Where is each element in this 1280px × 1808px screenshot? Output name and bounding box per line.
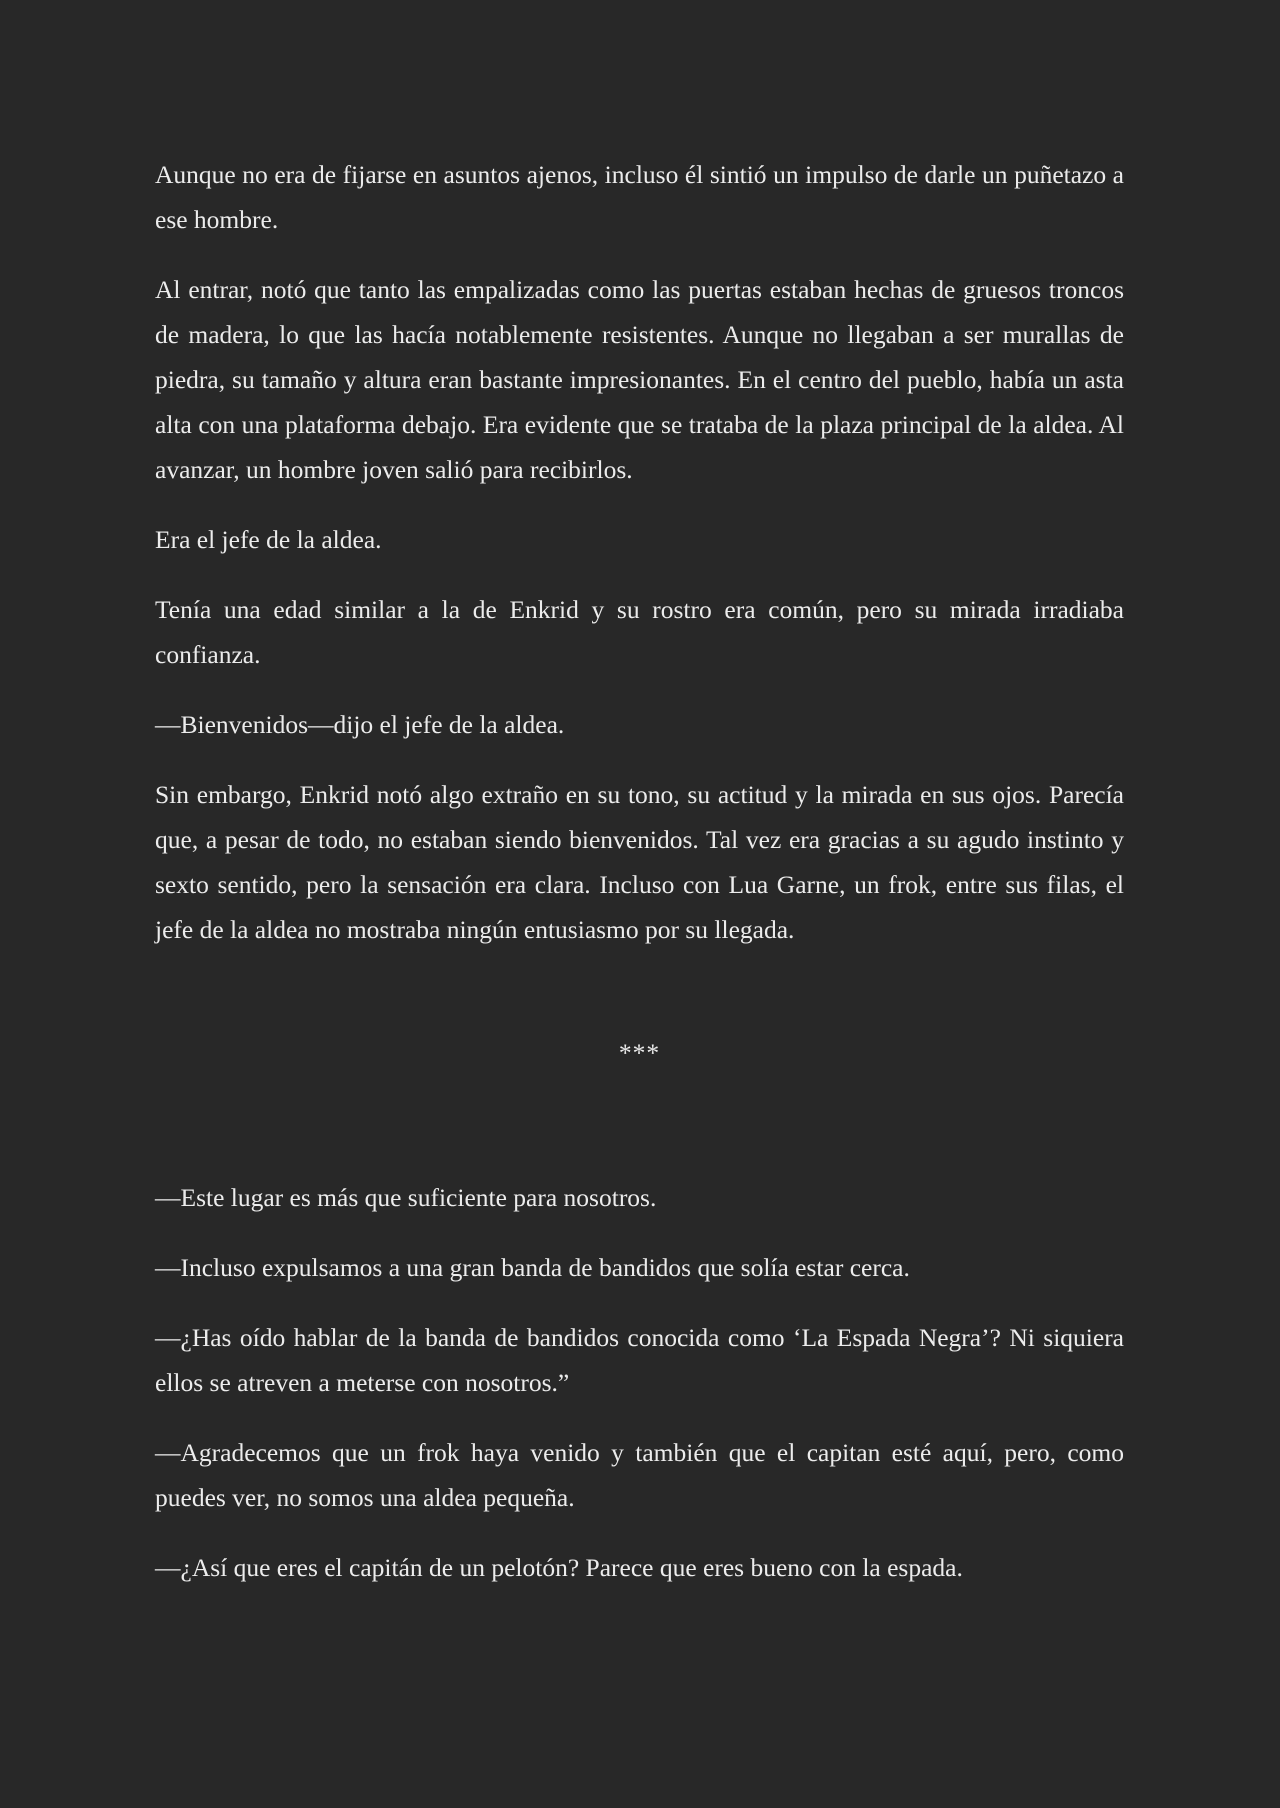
- chapter-text: [155, 152, 1124, 1590]
- paragraph: Sin embargo, Enkrid notó algo extraño en su tono, su actitud y la mirada en sus ojos. Parecía que, a pesar de todo, no estaban siendo bienvenidos. Tal vez era gracias a su agudo instinto y sexto sentido, pero la sensación era clara. Incluso con Lua Garne, un frok, entre sus filas, el jefe de la aldea no mostraba ningún entusiasmo por su llegada.: [155, 780, 1124, 944]
- paragraph: —¿Has oído hablar de la banda de bandidos conocida como ‘La Espada Negra’? Ni siquiera ellos se atreven a meterse con nosotros.”: [155, 1323, 1124, 1397]
- paragraph: —¿Así que eres el capitán de un pelotón? Parece que eres bueno con la espada.: [155, 1553, 963, 1582]
- paragraph: —Este lugar es más que suficiente para nosotros.: [155, 1183, 657, 1212]
- paragraph: Era el jefe de la aldea.: [155, 525, 382, 554]
- paragraph: —Bienvenidos—dijo el jefe de la aldea.: [155, 710, 565, 739]
- paragraph: —Incluso expulsamos a una gran banda de bandidos que solía estar cerca.: [155, 1253, 910, 1282]
- paragraph: Aunque no era de fijarse en asuntos ajenos, incluso él sintió un impulso de darle un puñetazo a ese hombre.: [155, 160, 1124, 234]
- paragraph: Tenía una edad similar a la de Enkrid y su rostro era común, pero su mirada irradiaba confianza.: [155, 595, 1124, 669]
- paragraph: Al entrar, notó que tanto las empalizadas como las puertas estaban hechas de gruesos troncos de madera, lo que las hacía notablemente resistentes. Aunque no llegaban a ser murallas de piedra, su tamaño y altura eran bastante impresionantes. En el centro del pueblo, había un asta alta con una plataforma debajo. Era evidente que se trataba de la plaza principal de la aldea. Al avanzar, un hombre joven salió para recibirlos.: [155, 275, 1124, 484]
- scene-break-separator: ***: [618, 1038, 661, 1067]
- paragraph: —Agradecemos que un frok haya venido y también que el capitan esté aquí, pero, como puedes ver, no somos una aldea pequeña.: [155, 1438, 1124, 1512]
